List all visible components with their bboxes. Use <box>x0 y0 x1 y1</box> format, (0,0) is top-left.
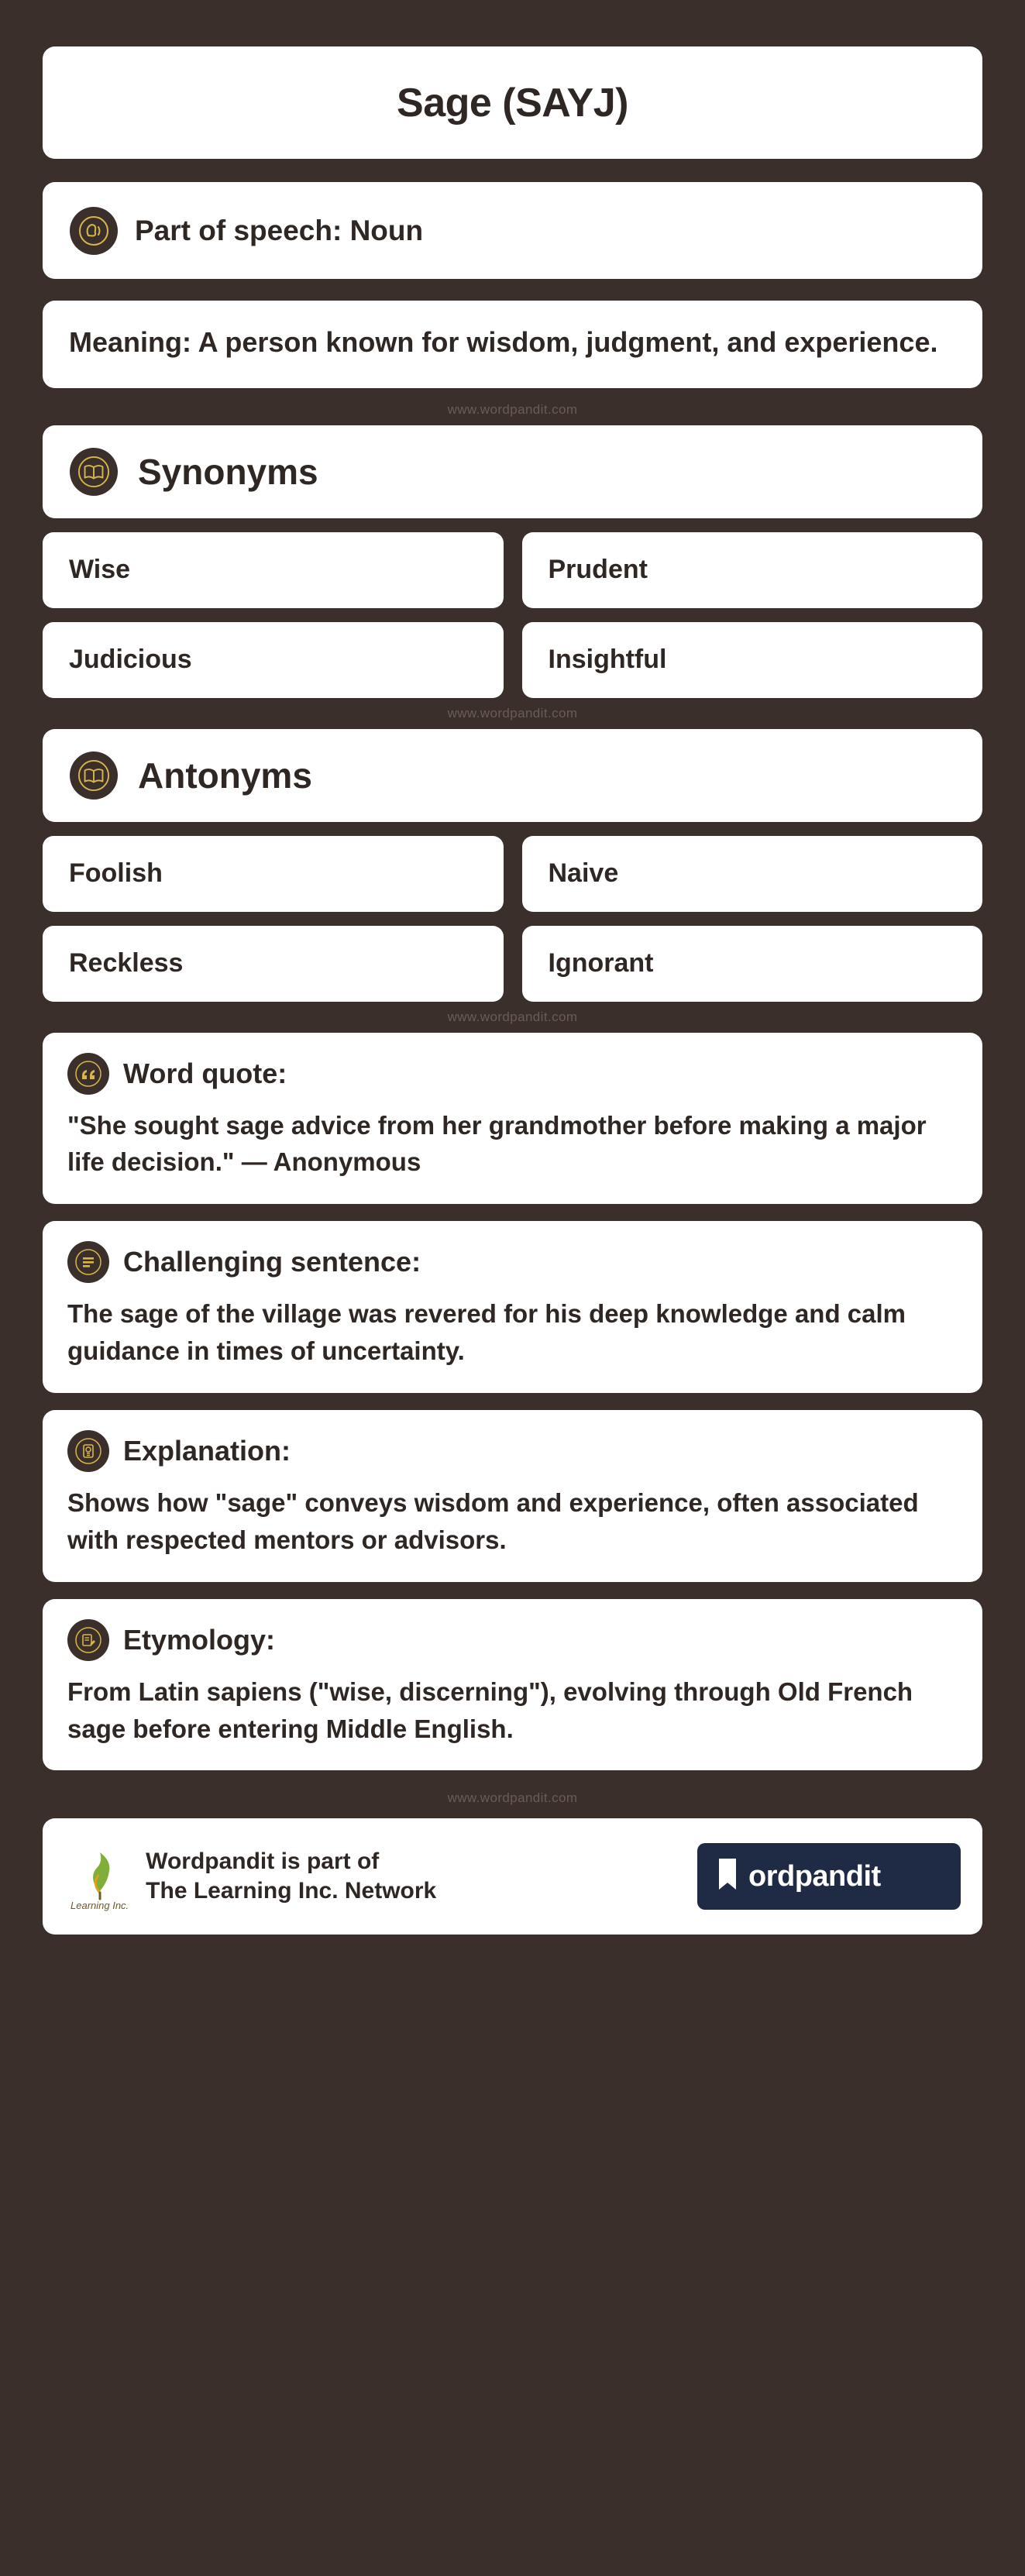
footer-text-line1: Wordpandit is part of <box>146 1848 380 1874</box>
learning-inc-logo <box>71 1842 129 1911</box>
list-item: Ignorant <box>522 926 983 1002</box>
bookmark-icon <box>716 1857 739 1897</box>
etymology-header <box>67 1619 958 1661</box>
watermark-2: www.wordpandit.com <box>447 705 578 721</box>
challenging-sentence-heading: Challenging sentence: <box>123 1246 421 1278</box>
antonyms-grid <box>43 836 982 1002</box>
wordpandit-logo <box>697 1843 961 1910</box>
footer-card <box>43 1818 982 1935</box>
word-quote-card <box>43 1033 982 1205</box>
etymology-heading: Etymology: <box>123 1623 276 1656</box>
part-of-speech-card <box>43 182 982 279</box>
list-item: Judicious <box>43 622 504 698</box>
etymology-card <box>43 1599 982 1771</box>
writing-hand-icon <box>67 1619 109 1661</box>
footer-text <box>146 1847 436 1907</box>
explanation-header <box>67 1430 958 1472</box>
antonyms-heading-card <box>43 729 982 822</box>
list-item: Naive <box>522 836 983 912</box>
watermark-4: www.wordpandit.com <box>447 1790 578 1806</box>
part-of-speech-text: Part of speech: Noun <box>135 214 424 246</box>
challenging-sentence-card <box>43 1221 982 1393</box>
page-title: Sage (SAYJ) <box>397 80 628 126</box>
lightbulb-document-icon <box>67 1430 109 1472</box>
word-quote-body: "She sought sage advice from her grandmother before making a major life decision." — Anonymous <box>67 1110 927 1177</box>
challenging-sentence-header <box>67 1241 958 1283</box>
challenging-sentence-body: The sage of the village was revered for his deep knowledge and calm guidance in times of uncertainty. <box>67 1299 906 1366</box>
explanation-heading: Explanation: <box>123 1434 291 1467</box>
word-quote-heading: Word quote: <box>123 1057 287 1089</box>
quote-icon <box>67 1053 109 1095</box>
explanation-card <box>43 1410 982 1582</box>
footer-branding <box>71 1842 436 1911</box>
antonyms-heading: Antonyms <box>138 755 312 796</box>
wordpandit-wordmark: ordpandit <box>748 1859 881 1893</box>
word-quote-header <box>67 1053 958 1095</box>
open-book-icon <box>70 448 118 496</box>
watermark-1: www.wordpandit.com <box>447 401 578 417</box>
list-item: Reckless <box>43 926 504 1002</box>
meaning-text: Meaning: A person known for wisdom, judgment, and experience. <box>69 326 938 358</box>
footer-text-line2: The Learning Inc. Network <box>146 1878 437 1904</box>
synonyms-heading: Synonyms <box>138 451 318 492</box>
list-item: Insightful <box>522 622 983 698</box>
speaking-head-icon <box>70 207 118 255</box>
text-lines-icon <box>67 1241 109 1283</box>
synonyms-grid <box>43 532 982 698</box>
meaning-card <box>43 301 982 388</box>
list-item: Prudent <box>522 532 983 608</box>
explanation-body: Shows how "sage" conveys wisdom and experience, often associated with respected mentors or advisors. <box>67 1487 919 1554</box>
watermark-3: www.wordpandit.com <box>447 1009 578 1024</box>
open-book-icon <box>70 751 118 800</box>
synonyms-heading-card <box>43 425 982 518</box>
word-title-card <box>43 46 982 159</box>
learning-inc-caption: Learning Inc. <box>71 1899 129 1911</box>
etymology-body: From Latin sapiens ("wise, discerning"), evolving through Old French sage before entering Middle English. <box>67 1677 913 1743</box>
list-item: Foolish <box>43 836 504 912</box>
list-item: Wise <box>43 532 504 608</box>
